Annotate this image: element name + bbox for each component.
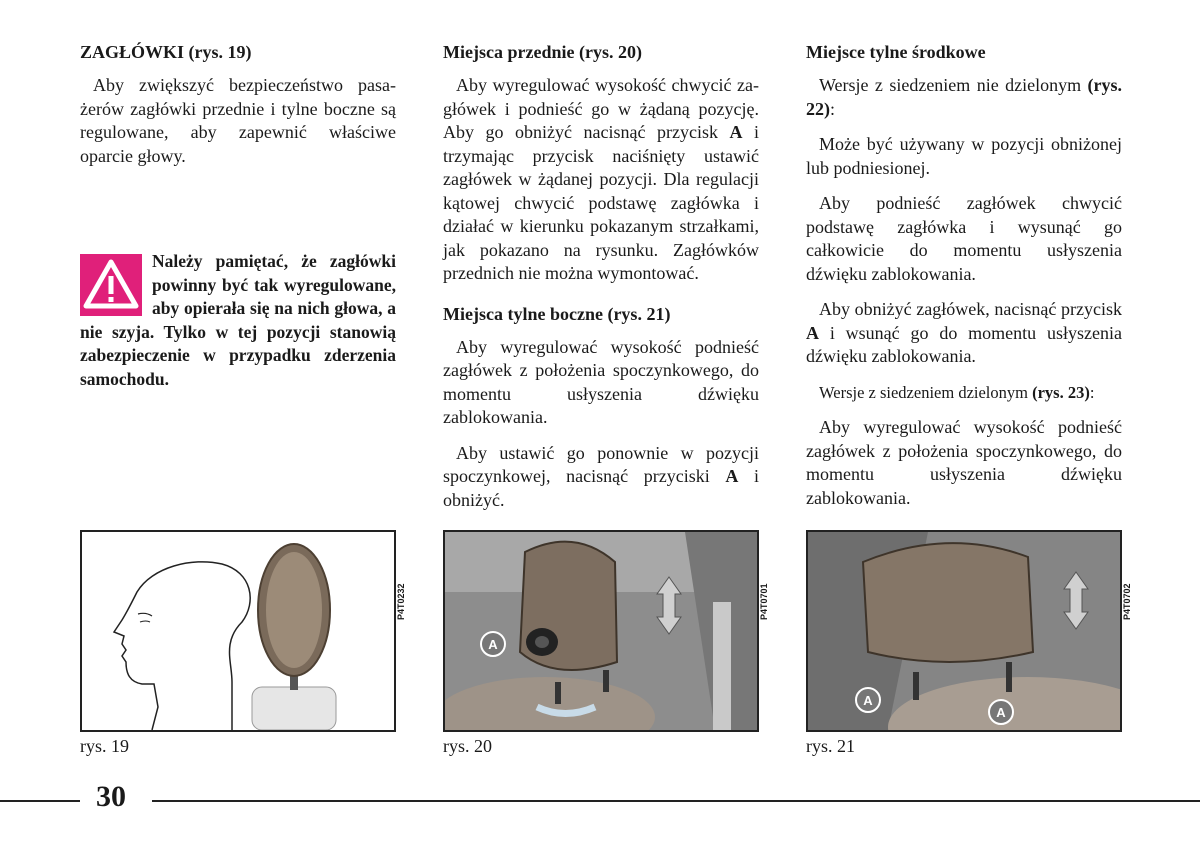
rear-center-paragraph-4: [806, 298, 1122, 369]
section-heading-headrests: ZAGŁÓWKI (rys. 19): [80, 42, 252, 62]
section-heading-rear-center: Miejsce tylne środkowe: [806, 42, 986, 62]
button-a-reference: A: [806, 322, 819, 343]
intro-paragraph: Aby zwiększyć bezpieczeństwo pasa- żerów zagłówki przednie i tylne boczne są regulowane, aby zapewnić właściwe oparcie głowy.: [80, 75, 396, 166]
warning-box: [80, 250, 396, 391]
figure-19-caption: rys. 19: [80, 736, 129, 756]
figure-reference: (rys. 23): [1032, 382, 1090, 402]
figure-19-code: P4T0232: [396, 583, 406, 620]
text-segment: i wsunąć go do momentu usłyszenia dźwięku zablokowania.: [806, 322, 1122, 366]
text-segment: Aby obniżyć zagłówek, nacisnąć przycisk: [819, 299, 1122, 319]
figure-21-photo: [806, 530, 1122, 732]
figure-20-photo: [443, 530, 759, 732]
button-a-reference: A: [725, 466, 739, 486]
rear-center-paragraph-2: Może być używany w pozycji obniżonej lub podniesionej.: [806, 134, 1122, 178]
rear-center-paragraph-5: [806, 381, 1122, 405]
text-segment: i trzymając przycisk naciśnięty ustawić zagłówek w żądanej pozycji. Dla regulacji kątowej chwycić podstawę zagłówka i działać w kierunku pokazanym strzałkami, jak pokazano na rysunku. Zagłówków przednich nie można wymontować.: [443, 122, 759, 283]
text-segment: i obniżyć.: [443, 466, 759, 510]
text-segment: :: [1089, 382, 1095, 402]
front-seats-paragraph: [443, 74, 759, 286]
figure-19-illustration: [80, 530, 396, 732]
column-2: [443, 40, 759, 524]
rear-center-paragraph-3: Aby podnieść zagłówek chwycić podstawę zagłówka i wysunąć go całkowicie do momentu usłyszenia dźwięku zablokowania.: [806, 193, 1122, 284]
text-segment: :: [830, 98, 836, 119]
rear-center-paragraph-1: [806, 74, 1122, 121]
rear-side-paragraph-1: Aby wyregulować wysokość podnieść zagłówek z położenia spoczynkowego, do momentu usłyszenia dźwięku zablokowania.: [443, 336, 759, 427]
text-segment: Aby ustawić go ponownie w pozycji spoczynkowej, nacisnąć przyciski: [443, 442, 759, 486]
page-number: 30: [96, 780, 126, 813]
figure-21-caption: rys. 21: [806, 736, 855, 756]
column-3: [806, 40, 1122, 522]
warning-text: Należy pamiętać, że zagłówki powinny być tak wyregulowane, aby opierała się na nich głowa, a nie szyja. Tylko w tej pozycji stanowią zabezpieczenie w przypadku zderzenia samochodu.: [80, 251, 396, 389]
label-a-marker-left: A: [863, 693, 873, 708]
column-1: [80, 40, 396, 180]
text-segment: Aby wyregulować wysokość chwycić za- główek i podnieść go w żądaną pozycję. Aby go obniżyć nacisnąć przycisk: [443, 75, 759, 142]
head-profile-drawing: [82, 532, 394, 730]
section-heading-rear-side-seats: Miejsca tylne boczne (rys. 21): [443, 303, 671, 324]
label-a-marker-right: A: [996, 705, 1006, 720]
footer-rule-left: [0, 800, 80, 802]
text-segment: Wersje z siedzeniem nie dzielonym: [819, 75, 1088, 95]
warning-triangle-icon: [80, 254, 142, 316]
button-a-reference: A: [729, 122, 743, 142]
section-heading-front-seats: Miejsca przednie (rys. 20): [443, 42, 642, 62]
rear-center-paragraph-6: Aby wyregulować wysokość podnieść zagłówek z położenia spoczynkowego, do momentu usłyszenia dźwięku zablokowania.: [806, 417, 1122, 508]
front-headrest-photo: [445, 532, 757, 730]
figure-reference: (rys. 22): [806, 75, 1122, 119]
figure-21-code: P4T0702: [1122, 583, 1132, 620]
rear-side-paragraph-2: [443, 442, 759, 513]
rear-headrest-photo: [808, 532, 1120, 730]
label-a-marker: A: [488, 637, 498, 652]
text-segment: Wersje z siedzeniem dzielonym: [819, 382, 1033, 402]
figure-20-caption: rys. 20: [443, 736, 492, 756]
figure-20-code: P4T0701: [759, 583, 769, 620]
footer-rule-right: [152, 800, 1200, 802]
